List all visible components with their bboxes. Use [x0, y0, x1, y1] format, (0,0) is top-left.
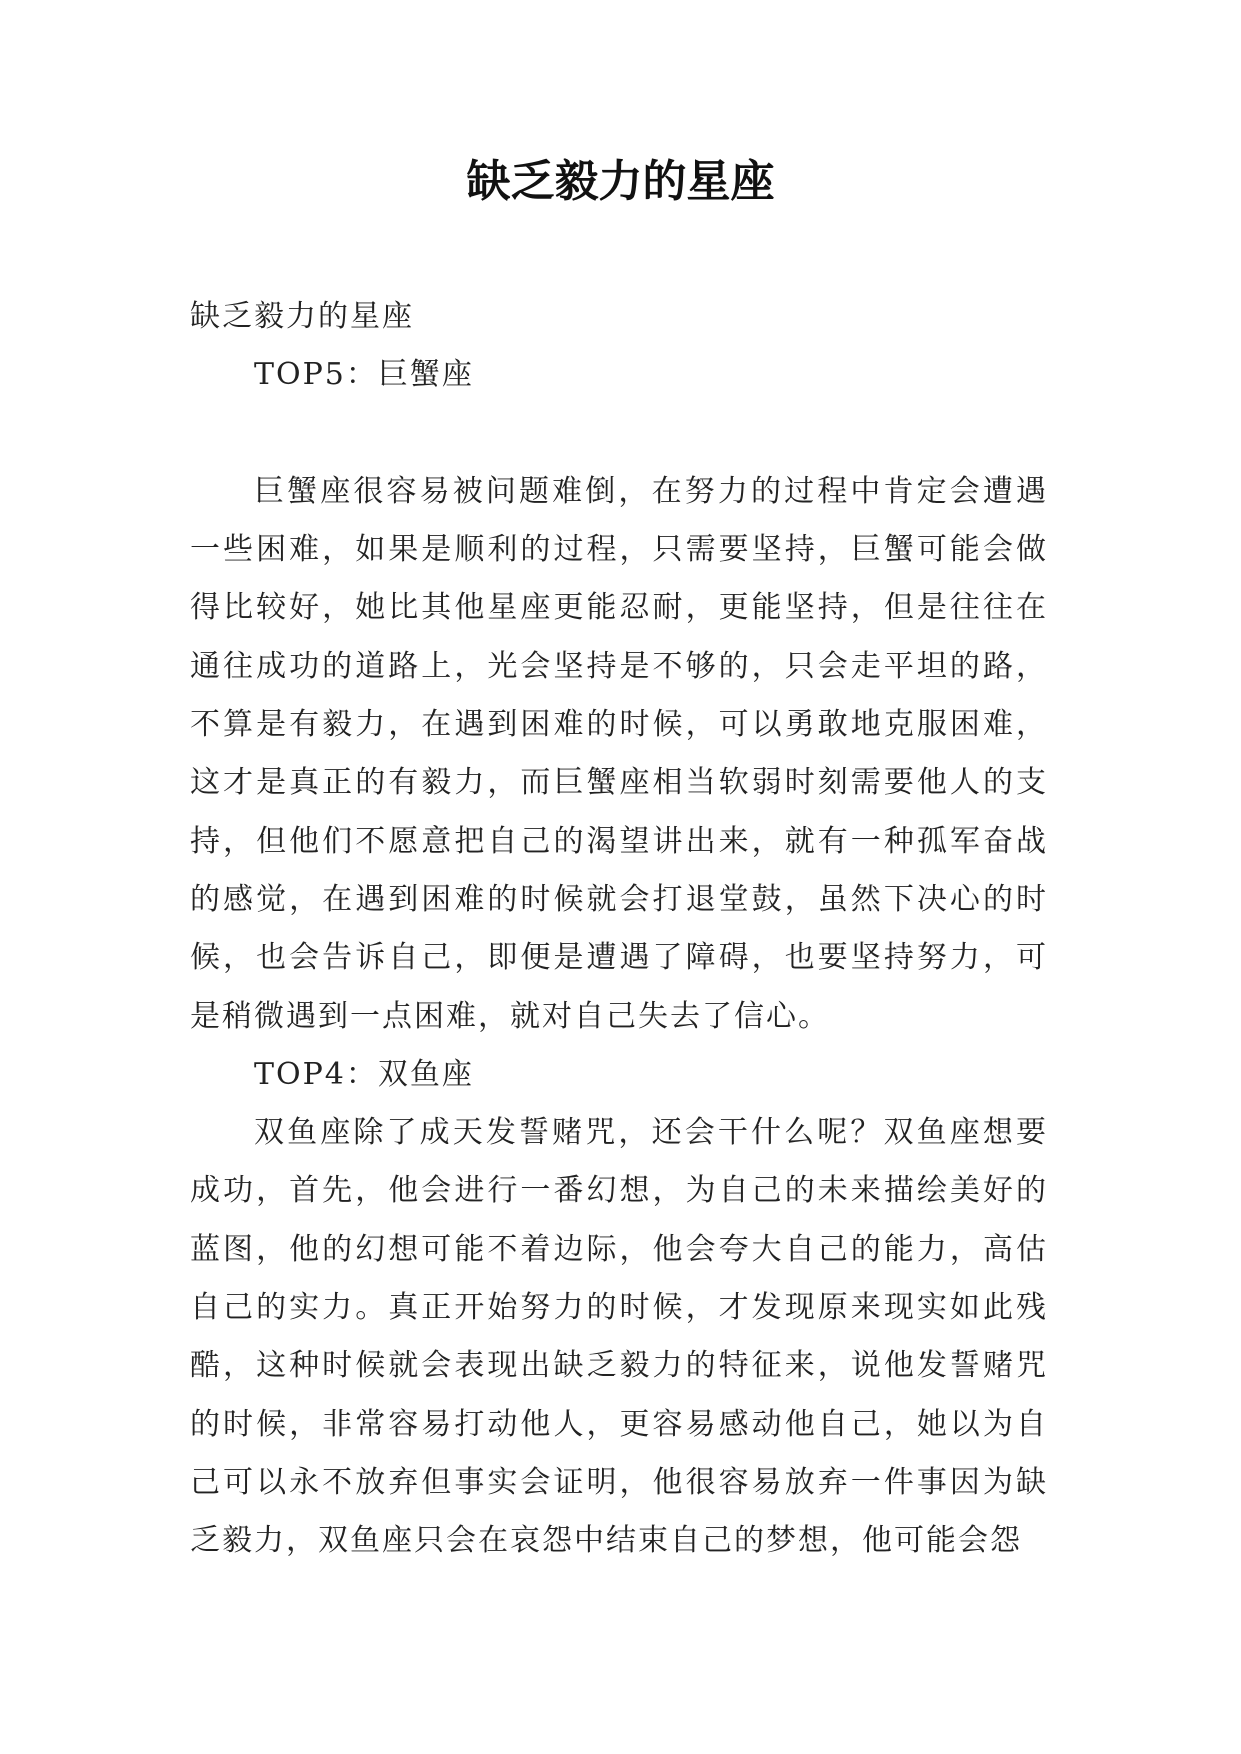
blank-line — [190, 405, 1048, 463]
document-body — [190, 288, 1048, 1571]
document-subtitle: 缺乏毅力的星座 — [190, 299, 414, 334]
section-heading-top5: TOP5：巨蟹座 — [254, 357, 474, 393]
document-title: 缺乏毅力的星座 — [466, 156, 775, 207]
section-paragraph-top5: 巨蟹座很容易被问题难倒，在努力的过程中肯定会遭遇一些困难，如果是顺利的过程，只需要坚持，巨蟹可能会做得比较好，她比其他星座更能忍耐，更能坚持，但是往往在通往成功的道路上，光会坚持是不够的，只会走平坦的路，不算是有毅力，在遇到困难的时候，可以勇敢地克服困难，这才是真正的有毅力，而巨蟹座相当软弱时刻需要他人的支持，但他们不愿意把自己的渴望讲出来，就有一种孤军奋战的感觉，在遇到困难的时候就会打退堂鼓，虽然下决心的时候，也会告诉自己，即便是遭遇了障碍，也要坚持努力，可是稍微遇到一点困难，就对自己失去了信心。 — [190, 473, 1048, 1034]
section-paragraph-top4: 双鱼座除了成天发誓赌咒，还会干什么呢？双鱼座想要成功，首先，他会进行一番幻想，为自己的未来描绘美好的蓝图，他的幻想可能不着边际，他会夸大自己的能力，高估自己的实力。真正开始努力的时候，才发现原来现实如此残酷，这种时候就会表现出缺乏毅力的特征来，说他发誓赌咒的时候，非常容易打动他人，更容易感动他自己，她以为自己可以永不放弃但事实会证明，他很容易放弃一件事因为缺乏毅力，双鱼座只会在哀怨中结束自己的梦想，他可能会怨 — [190, 1115, 1048, 1559]
section-heading-top4: TOP4：双鱼座 — [254, 1056, 474, 1092]
